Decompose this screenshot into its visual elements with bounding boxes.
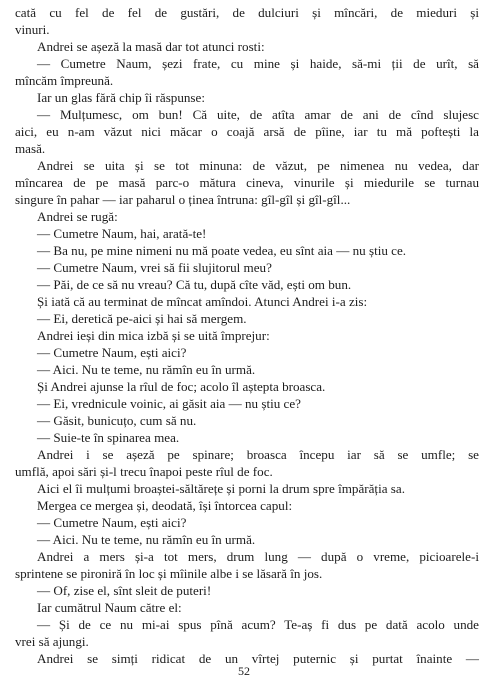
text-line: — Cumetre Naum, ești aici? <box>37 345 187 360</box>
text-line: sprintene se pironiră în loc și mîinile albe i se lăsară în jos. <box>15 566 323 581</box>
text-line: Și Andrei ajunse la rîul de foc; acolo îl aștepta broasca. <box>37 379 326 394</box>
text-line: Andrei se uita și se tot minuna: de văzut, pe nimenea nu vedea, dar <box>37 158 479 173</box>
text-line: — Cumetre Naum, vrei să fii slujitorul meu? <box>37 260 272 275</box>
text-line: Andrei i se așeză pe spinare; broasca începu iar să se umfle; se <box>37 447 479 462</box>
text-line: umflă, apoi sări și-l trecu înapoi peste rîul de foc. <box>15 464 273 479</box>
text-line: Mergea ce mergea și, deodată, își întorcea capul: <box>37 498 293 513</box>
text-line: cată cu fel de fel de gustări, de dulciuri și mîncări, de mieduri și <box>15 5 479 20</box>
text-line: — Ba nu, pe mine nimeni nu mă poate vedea, eu sînt aia — nu știu ce. <box>37 243 407 258</box>
text-line: Andrei a mers și-a tot mers, drum lung — după o vreme, picioarele-i <box>37 549 479 564</box>
text-line: Andrei se rugă: <box>37 209 118 224</box>
text-line: — Cumetre Naum, ești aici? <box>37 515 187 530</box>
page-body-text <box>15 4 479 667</box>
page-number: 52 <box>238 664 250 678</box>
text-line: — Ei, vrednicule voinic, ai găsit aia — nu știu ce? <box>37 396 301 411</box>
text-line: mîncăm împreună. <box>15 73 114 88</box>
text-line: vrei să ajungi. <box>15 634 89 649</box>
text-line: — Găsit, bunicuțo, cum să nu. <box>37 413 197 428</box>
text-line: Aici el îi mulțumi broaștei-săltărețe și porni la drum spre împărăția sa. <box>37 481 405 496</box>
text-line: — Suie-te în spinarea mea. <box>37 430 180 445</box>
text-line: Andrei se așeză la masă dar tot atunci rosti: <box>37 39 265 54</box>
text-line: Iar un glas fără chip îi răspunse: <box>37 90 205 105</box>
text-line: Iar cumătrul Naum către el: <box>37 600 182 615</box>
text-line: mîncarea de pe masă parc-o mătura cineva, vinurile și miedurile se turnau <box>15 175 479 190</box>
text-line: Andrei ieși din mica izbă și se uită împrejur: <box>37 328 270 343</box>
text-line: — Aici. Nu te teme, nu rămîn eu în urmă. <box>37 362 256 377</box>
text-line: — Of, zise el, sînt sleit de puteri! <box>37 583 212 598</box>
text-line: — Și de ce nu mi-ai spus pînă acum? Te-aș fi dus pe dată acolo unde <box>37 617 479 632</box>
text-line: — Ei, deretică pe-aici și hai să mergem. <box>37 311 247 326</box>
text-line: Andrei se simți ridicat de un vîrtej puternic și purtat înainte — <box>37 651 479 666</box>
text-line: — Păi, de ce să nu vreau? Că tu, după cîte văd, ești om bun. <box>37 277 352 292</box>
text-line: — Mulțumesc, om bun! Că uite, de atîta amar de ani de cînd slujesc <box>37 107 479 122</box>
text-line: aici, eu n-am văzut nici măcar o coajă arsă de pîine, iar tu mă poftești la <box>15 124 479 139</box>
text-line: Și iată că au terminat de mîncat amîndoi. Atunci Andrei i-a zis: <box>37 294 368 309</box>
text-line: — Cumetre Naum, șezi frate, cu mine și haide, să-mi ții de urît, să <box>37 56 479 71</box>
text-line: vinuri. <box>15 22 50 37</box>
text-line: singure în pahar — iar paharul o ținea întruna: gîl-gîl și gîl-gîl... <box>15 192 351 207</box>
text-line: masă. <box>15 141 46 156</box>
text-line: — Aici. Nu te teme, nu rămîn eu în urmă. <box>37 532 256 547</box>
text-line: — Cumetre Naum, hai, arată-te! <box>37 226 207 241</box>
